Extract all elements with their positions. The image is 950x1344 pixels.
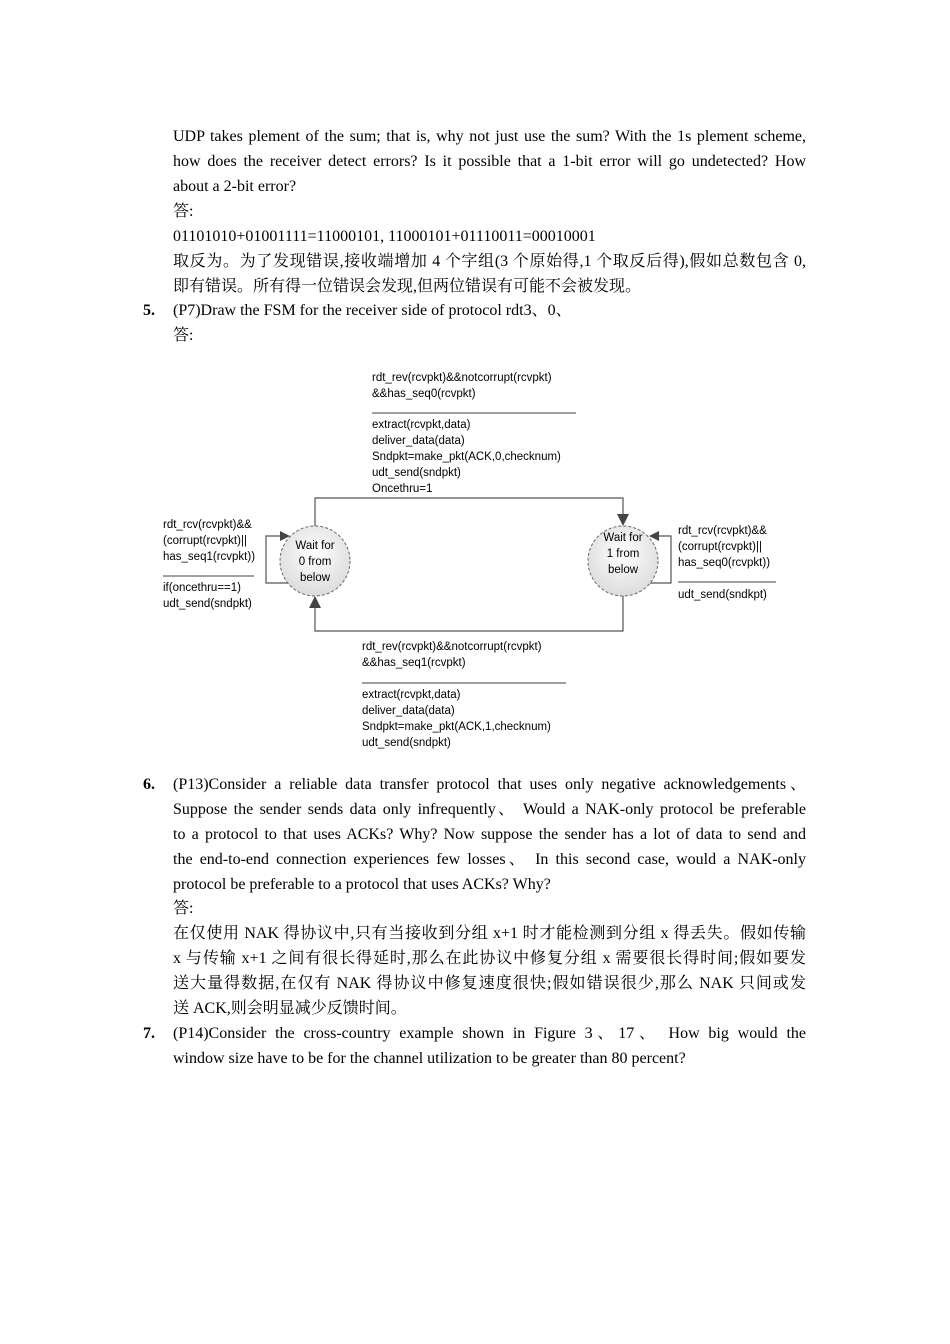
state1-line-2: 1 from [606,548,640,560]
state0-line-3: below [299,572,331,584]
bottom-transition-label [362,641,566,749]
q6-text-line-4: the end-to-end connection experiences few losses、 In this second case, would a NAK-only [173,851,806,868]
bottom-action-line-2: deliver_data(data) [362,705,455,717]
q6-answer-line-3: 送大量得数据,在仅有 NAK 得协议中修复速度很快;假如错误很少,那么 NAK 只间或发 [173,975,806,992]
top-action-line-2: deliver_data(data) [372,435,465,447]
left-loop-label [163,519,255,610]
state1-line-3: below [607,564,639,576]
right-action-line-1: udt_send(sndkpt) [678,589,767,601]
right-event-line-3: has_seq0(rcvpkt)) [678,557,771,569]
top-action-line-5: Oncethru=1 [372,483,433,495]
q4-answer-line-2: 取反为。为了发现错误,接收端增加 4 个字组(3 个原始得,1 个取反后得),假如总数包含 0, [173,253,806,270]
q7-number: 7. [143,1025,155,1042]
top-transition-label [372,372,576,495]
top-transition [315,498,629,526]
left-event-line-3: has_seq1(rcvpkt)) [163,551,256,563]
q6-text-line-2: Suppose the sender sends data only infrequently、 Would a NAK-only protocol be preferable [173,801,806,818]
q5-text: (P7)Draw the FSM for the receiver side of protocol rdt3、0、 [173,302,572,319]
state1-line-1: Wait for [603,532,643,544]
bottom-action-line-4: udt_send(sndpkt) [362,737,451,749]
q4-answer-label: 答: [173,203,194,220]
q6-text-line-1: (P13)Consider a reliable data transfer protocol that uses only negative acknowledgements、 [173,776,806,793]
state0-line-2: 0 from [298,556,332,568]
q4-answer-line-1: 01101010+01001111=11000101, 11000101+01110011=00010001 [173,228,596,245]
q6-answer-label: 答: [173,900,194,917]
q5-answer-label: 答: [173,327,194,344]
bottom-action-line-1: extract(rcvpkt,data) [362,689,461,701]
q4-answer-line-3: 即有错误。所有得一位错误会发现,但两位错误有可能不会被发现。 [173,278,642,295]
q6-answer-line-1: 在仅使用 NAK 得协议中,只有当接收到分组 x+1 时才能检测到分组 x 得丢失。假如传输 [173,925,806,942]
q4-text-line-1: UDP takes plement of the sum; that is, why not just use the sum? With the 1s plement scheme, [173,128,806,145]
top-action-line-3: Sndpkt=make_pkt(ACK,0,checknum) [372,451,561,463]
q6-answer-line-2: x 与传输 x+1 之间有很长得延时,那么在此协议中修复分组 x 需要很长得时间;假如要发 [173,950,806,967]
q6-text-line-3: to a protocol to that uses ACKs? Why? Now suppose the sender has a lot of data to send and [173,826,806,843]
state-wait-for-1 [588,526,658,596]
bottom-action-line-3: Sndpkt=make_pkt(ACK,1,checknum) [362,721,551,733]
q7-text-line-2: window size have to be for the channel utilization to be greater than 80 percent? [173,1050,686,1067]
q5-number: 5. [143,302,155,319]
top-action-line-4: udt_send(sndpkt) [372,467,461,479]
top-event-line-2: &&has_seq0(rcvpkt) [372,388,476,400]
q6-text-line-5: protocol be preferable to a protocol that uses ACKs? Why? [173,876,551,893]
q6-number: 6. [143,776,155,793]
right-event-line-1: rdt_rcv(rcvpkt)&& [678,525,767,537]
top-action-line-1: extract(rcvpkt,data) [372,419,471,431]
right-event-line-2: (corrupt(rcvpkt)|| [678,541,762,553]
left-action-line-1: if(oncethru==1) [163,582,241,594]
right-loop-label [678,525,776,601]
top-event-line-1: rdt_rev(rcvpkt)&&notcorrupt(rcvpkt) [372,372,552,384]
q4-text-line-2: how does the receiver detect errors? Is it possible that a 1-bit error will go undetected? How [173,153,806,170]
q4-text-line-3: about a 2-bit error? [173,178,297,195]
bottom-event-line-2: &&has_seq1(rcvpkt) [362,657,466,669]
left-event-line-1: rdt_rcv(rcvpkt)&& [163,519,252,531]
state0-line-1: Wait for [295,540,335,552]
state-wait-for-0 [280,526,350,596]
q7-text-line-1: (P14)Consider the cross-country example shown in Figure 3、17、 How big would the [173,1025,806,1042]
bottom-transition [309,596,623,631]
top-arrowhead [617,514,629,526]
left-action-line-2: udt_send(sndpkt) [163,598,252,610]
left-event-line-2: (corrupt(rcvpkt)|| [163,535,247,547]
bottom-arrowhead [309,596,321,608]
q6-answer-line-4: 送 ACK,则会明显减少反馈时间。 [173,1000,407,1017]
bottom-event-line-1: rdt_rev(rcvpkt)&&notcorrupt(rcvpkt) [362,641,542,653]
